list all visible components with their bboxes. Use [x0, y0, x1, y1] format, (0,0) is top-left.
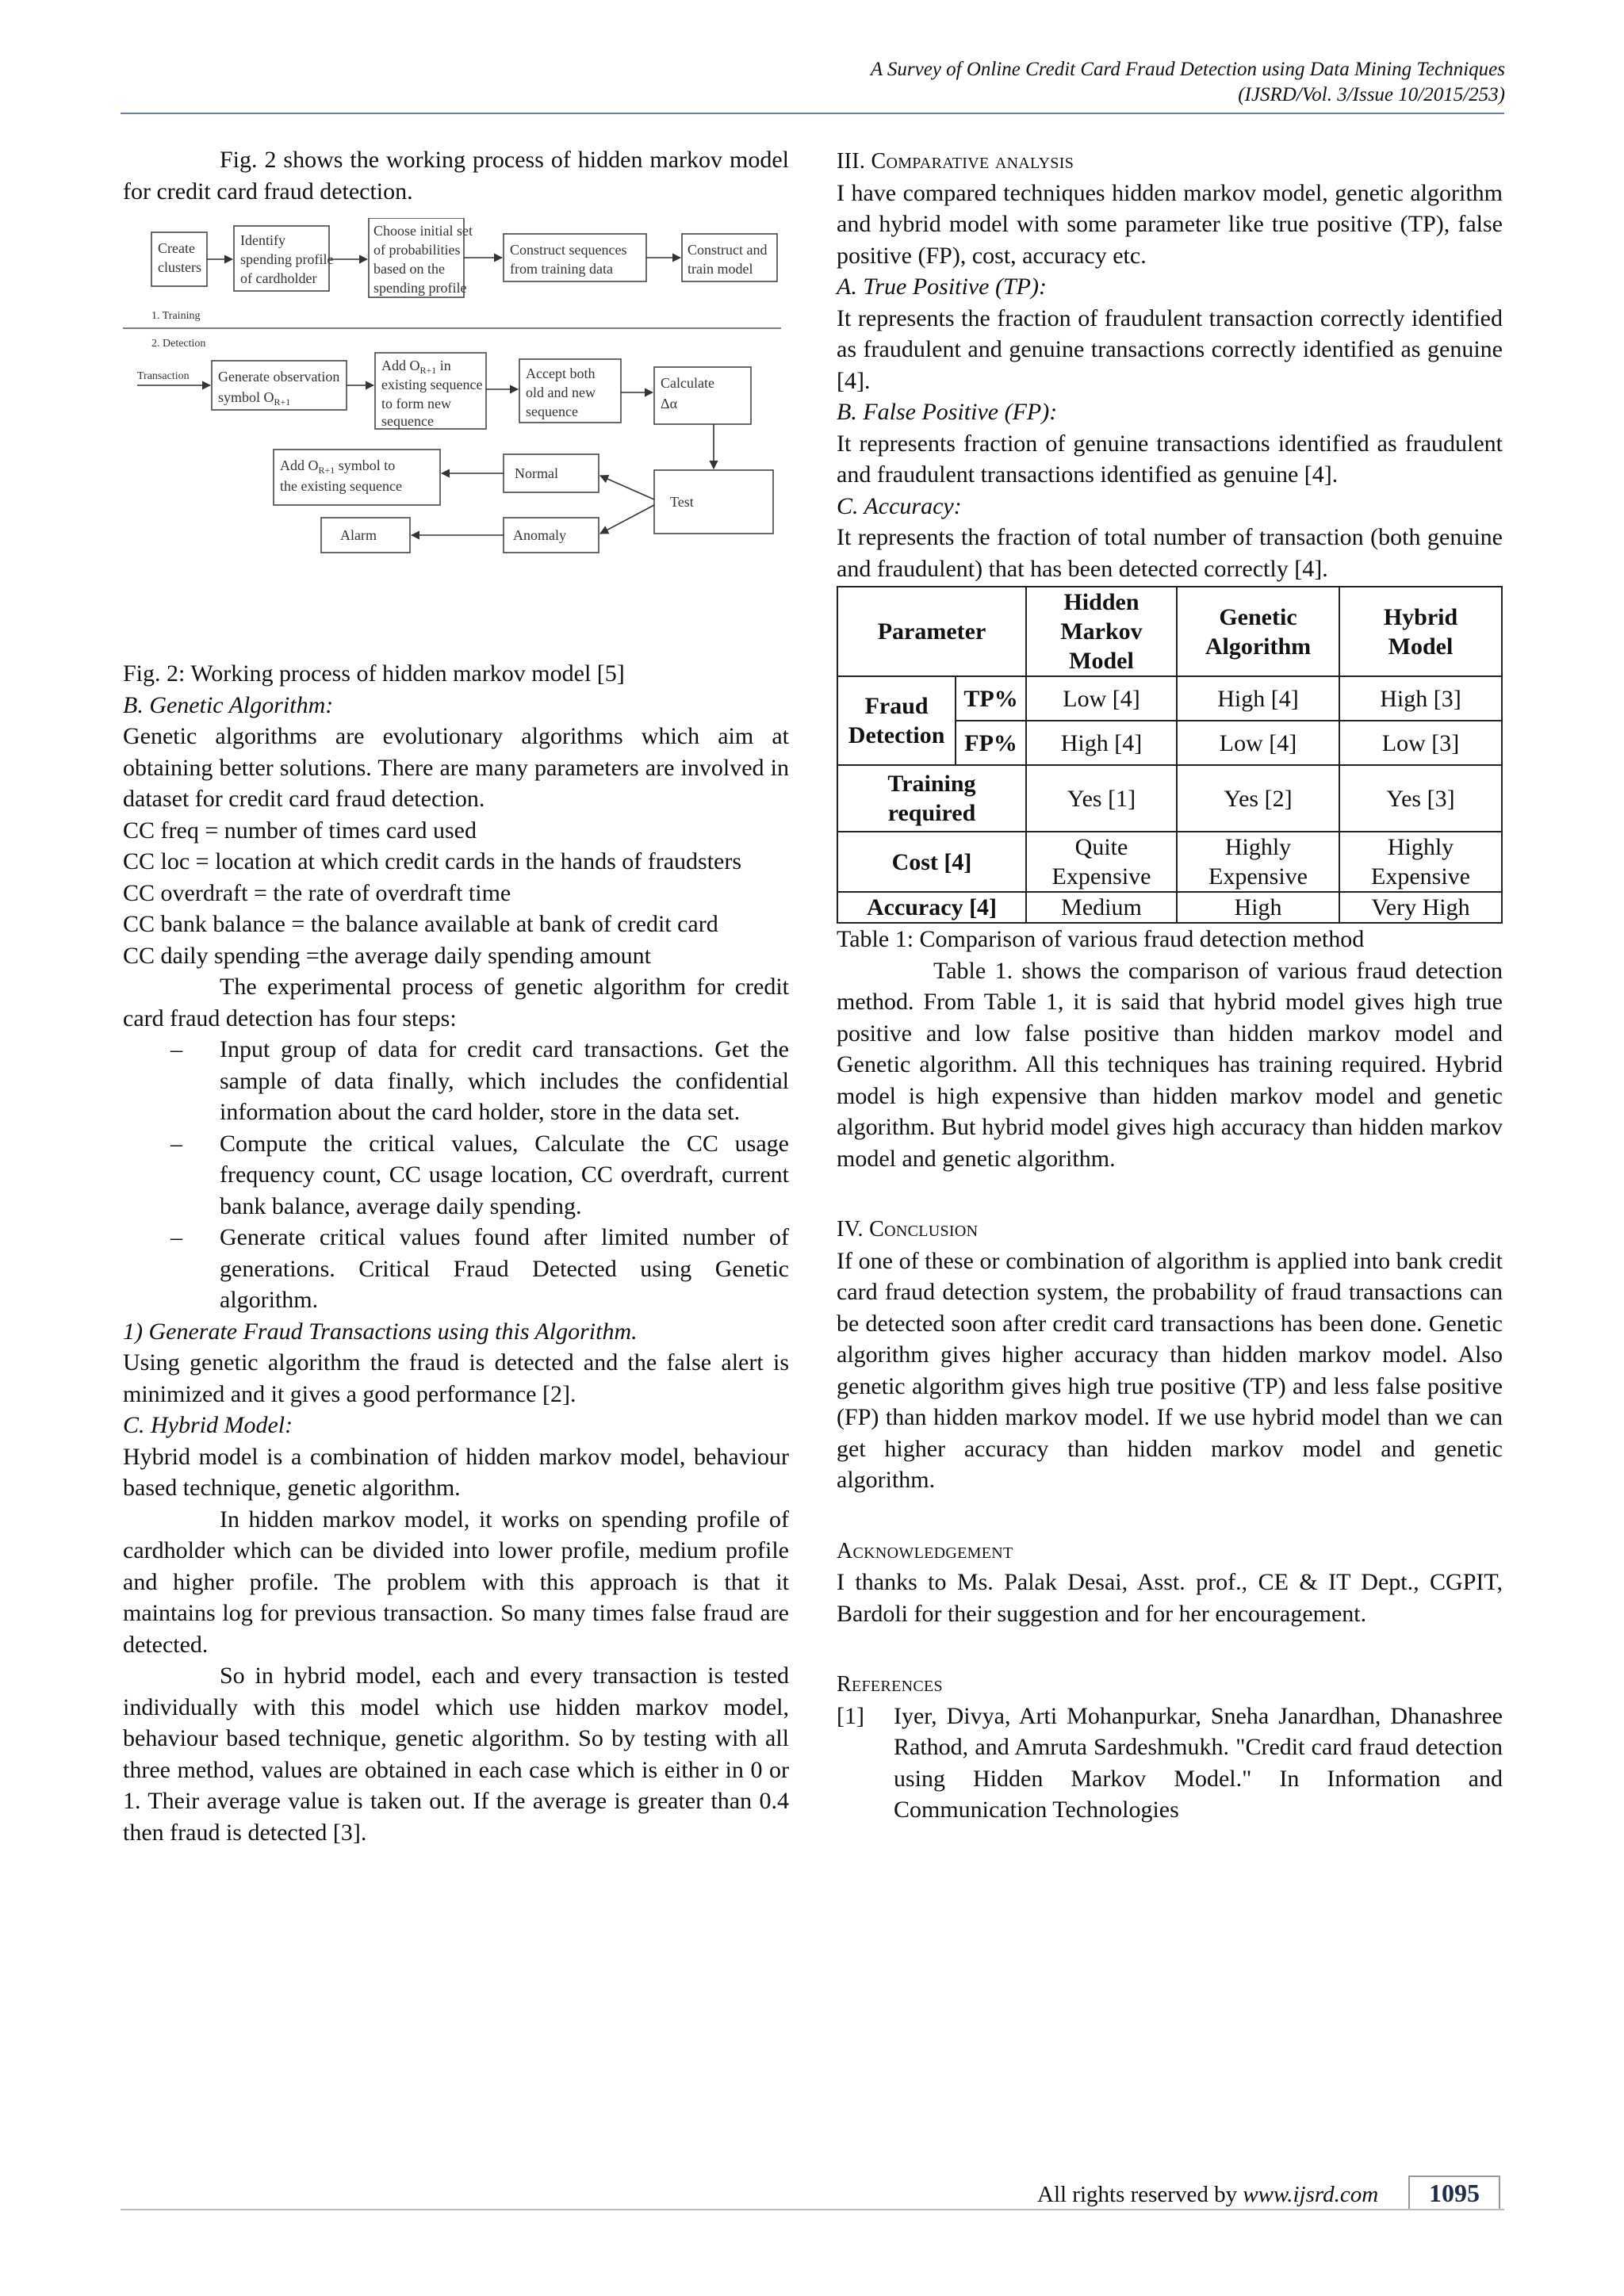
svg-text:train model: train model [688, 261, 753, 277]
svg-text:of probabilities: of probabilities [373, 242, 461, 258]
svg-text:Δα: Δα [661, 396, 678, 411]
svg-text:existing sequence: existing sequence [381, 377, 483, 392]
footer-rule [121, 2209, 1504, 2210]
page-number: 1095 [1408, 2175, 1500, 2209]
cell: Low [3] [1339, 721, 1502, 765]
svg-text:to form new: to form new [381, 396, 451, 411]
cc-bank-balance: CC bank balance = the balance available at bank of credit card [123, 911, 718, 937]
running-header-title: A Survey of Online Credit Card Fraud Detection using Data Mining Techniques [870, 59, 1505, 80]
svg-text:sequence: sequence [381, 413, 434, 429]
svg-text:Create: Create [158, 240, 195, 256]
true-positive-heading: A. True Positive (TP): [837, 274, 1047, 300]
svg-text:from training data: from training data [510, 261, 613, 277]
svg-text:Calculate: Calculate [661, 375, 714, 391]
cell-fp: FP% [956, 721, 1026, 765]
svg-text:spending profile: spending profile [373, 280, 467, 296]
cc-daily-spending: CC daily spending =the average daily spending amount [123, 942, 651, 969]
cell: Yes [2] [1177, 765, 1339, 832]
header-ga: Genetic Algorithm [1177, 587, 1339, 676]
cell: Low [4] [1026, 676, 1177, 721]
accuracy-heading: C. Accuracy: [837, 492, 962, 519]
table-discussion: Table 1. shows the comparison of various fraud detection method. From Table 1, it is said that hybrid model gives high true positive and low false positive than hidden markov model and Genetic algorithm. All this techniques has training required. Hybrid model is high expensive than hidden markov model and genetic algorithm. But hybrid model gives high accuracy than hidden markov model and genetic algorithm. [837, 957, 1503, 1172]
reference-1: [1] Iyer, Divya, Arti Mohanpurkar, Sneha Janardhan, Dhanashree Rathod, and Amruta Sardeshmukh. "Credit card fraud detection using Hidden Markov Model." In Information and Communication Technologies [837, 1702, 1503, 1823]
acknowledgement-heading: Acknowledgement [837, 1538, 1013, 1563]
accuracy-paragraph: It represents the fraction of total number of transaction (both genuine and fraudulent) that has been detected correctly [4]. [837, 524, 1503, 582]
cell: Highly Expensive [1339, 832, 1502, 892]
references-heading: References [837, 1672, 943, 1697]
true-positive-paragraph: It represents the fraction of fraudulent transaction correctly identified as fraudulent and genuine transactions correctly identified as genuine [4]. [837, 304, 1503, 394]
svg-text:Accept both: Accept both [526, 365, 596, 381]
cell: Very High [1339, 892, 1502, 923]
conclusion-paragraph: If one of these or combination of algorithm is applied into bank credit card fraud detection system, the probability of fraud transactions can be detected soon after credit card transactions has been done. Genetic algorithm gives higher accuracy than hidden markov model. Also genetic algorithm gives high true positive (TP) and less false positive (FP) than hidden markov model. If we use hybrid model than we can get higher accuracy than hidden markov model and genetic algorithm. [837, 1247, 1503, 1493]
subsection-1-heading: 1) Generate Fraud Transactions using this Algorithm. [123, 1318, 638, 1345]
svg-text:Construct and: Construct and [688, 242, 768, 258]
svg-text:Transaction: Transaction [137, 370, 190, 382]
table-row [837, 832, 1502, 892]
cell: High [4] [1026, 721, 1177, 765]
section-c-heading: C. Hybrid Model: [123, 1412, 293, 1438]
cell-tp: TP% [956, 676, 1026, 721]
section-3-paragraph: I have compared techniques hidden markov model, genetic algorithm and hybrid model with some parameter like true positive (TP), false positive (FP), cost, accuracy etc. [837, 179, 1503, 269]
ga-steps-list [123, 1034, 789, 1316]
footer-url[interactable]: www.ijsrd.com [1243, 2182, 1379, 2207]
cell-cost: Cost [4] [837, 832, 1026, 892]
table-header-row [837, 587, 1502, 676]
cell: High [4] [1177, 676, 1339, 721]
svg-text:Test: Test [670, 494, 694, 510]
cc-freq: CC freq = number of times card used [123, 817, 477, 844]
figure-intro: Fig. 2 shows the working process of hidden markov model for credit card fraud detection. [123, 147, 789, 205]
svg-text:sequence: sequence [526, 404, 578, 419]
svg-text:Identify: Identify [240, 232, 285, 248]
section-4-heading: IV. Conclusion [837, 1217, 979, 1242]
hybrid-paragraph-2: In hidden markov model, it works on spending profile of cardholder which can be divided into lower profile, medium profile and higher profile. The problem with this approach is that it maintains log for previous transaction. So many times false fraud are detected. [123, 1506, 789, 1658]
header-hybrid: Hybrid Model [1339, 587, 1502, 676]
svg-text:Anomaly: Anomaly [513, 527, 566, 543]
svg-text:Add OR+1 symbol to: Add $O_{R+1}$ symbol to [280, 457, 396, 476]
svg-text:Construct sequences: Construct sequences [510, 242, 627, 258]
header-parameter: Parameter [837, 587, 1026, 676]
cell-fraud-detection: Fraud Detection [837, 676, 956, 765]
left-column [123, 144, 789, 1848]
cell: Quite Expensive [1026, 832, 1177, 892]
table-row [837, 765, 1502, 832]
svg-text:Normal: Normal [515, 465, 558, 481]
cell: Yes [1] [1026, 765, 1177, 832]
hmm-process-figure [123, 218, 781, 650]
false-positive-heading: B. False Positive (FP): [837, 399, 1058, 425]
table-row [837, 676, 1502, 721]
section-b-heading: B. Genetic Algorithm: [123, 691, 334, 718]
cell: Highly Expensive [1177, 832, 1339, 892]
svg-text:2. Detection: 2. Detection [151, 338, 206, 350]
svg-text:symbol OR+1: symbol $O_{R+1}$ [218, 389, 291, 408]
cell-accuracy: Accuracy [4] [837, 892, 1026, 923]
svg-text:spending profile: spending profile [240, 251, 334, 267]
svg-text:clusters: clusters [158, 259, 201, 275]
list-item: – Input group of data for credit card transactions. Get the sample of data finally, which includes the confidential information about the card holder, store in the data set. [170, 1036, 789, 1125]
running-header-issue: (IJSRD/Vol. 3/Issue 10/2015/253) [1238, 84, 1505, 105]
right-column [837, 146, 1503, 1826]
svg-text:1. Training: 1. Training [151, 310, 201, 322]
svg-text:Choose initial set: Choose initial set [373, 223, 473, 239]
subsection-1-paragraph: Using genetic algorithm the fraud is detected and the false alert is minimized and it gives a good performance [2]. [123, 1349, 789, 1407]
table-caption: Table 1: Comparison of various fraud detection method [837, 926, 1365, 952]
svg-text:old and new: old and new [526, 385, 596, 400]
ga-paragraph: Genetic algorithms are evolutionary algorithms which aim at obtaining better solutions. There are many parameters are involved in dataset for credit card fraud detection. [123, 723, 789, 812]
cell: Medium [1026, 892, 1177, 923]
cell-training: Training required [837, 765, 1026, 832]
svg-text:of cardholder: of cardholder [240, 270, 317, 286]
hybrid-paragraph-1: Hybrid model is a combination of hidden markov model, behaviour based technique, genetic algorithm. [123, 1443, 789, 1501]
hybrid-paragraph-3: So in hybrid model, each and every transaction is tested individually with this model which use hidden markov model, behaviour based technique, genetic algorithm. So by testing with all three method, values are obtained in each case which is either in 0 or 1. Their average value is taken out. If the average is greater than 0.4 then fraud is detected [3]. [123, 1663, 789, 1846]
cell: High [1177, 892, 1339, 923]
cell: Low [4] [1177, 721, 1339, 765]
figure-caption: Fig. 2: Working process of hidden markov model [5] [123, 660, 625, 687]
cell: High [3] [1339, 676, 1502, 721]
section-3-heading: III. Comparative analysis [837, 149, 1074, 174]
svg-text:the existing sequence: the existing sequence [280, 478, 402, 494]
cc-loc: CC loc = location at which credit cards in the hands of fraudsters [123, 848, 742, 874]
list-item: – Generate critical values found after limited number of generations. Critical Fraud Detected using Genetic algorithm. [170, 1224, 789, 1313]
footer-rights: All rights reserved by www.ijsrd.com [1037, 2182, 1379, 2207]
svg-text:Alarm: Alarm [340, 527, 377, 543]
svg-text:based on the: based on the [373, 261, 445, 277]
svg-text:Generate observation: Generate observation [218, 369, 340, 385]
header-hmm: Hidden Markov Model [1026, 587, 1177, 676]
list-item: – Compute the critical values, Calculate the CC usage frequency count, CC usage location, CC overdraft, current bank balance, average daily spending. [170, 1130, 789, 1219]
svg-text:Add OR+1 in: Add $O_{R+1}$ in [381, 358, 451, 376]
acknowledgement-paragraph: I thanks to Ms. Palak Desai, Asst. prof., CE & IT Dept., CGPIT, Bardoli for their suggestion and for her encouragement. [837, 1569, 1503, 1627]
table-row [837, 892, 1502, 923]
figure-labels [137, 223, 768, 543]
comparison-table [837, 586, 1503, 924]
cc-overdraft: CC overdraft = the rate of overdraft time [123, 879, 511, 906]
false-positive-paragraph: It represents fraction of genuine transactions identified as fraudulent and fraudulent transactions identified as genuine [4]. [837, 430, 1503, 488]
cell: Yes [3] [1339, 765, 1502, 832]
header-rule [121, 113, 1504, 114]
ga-steps-intro: The experimental process of genetic algorithm for credit card fraud detection has four steps: [123, 974, 789, 1031]
